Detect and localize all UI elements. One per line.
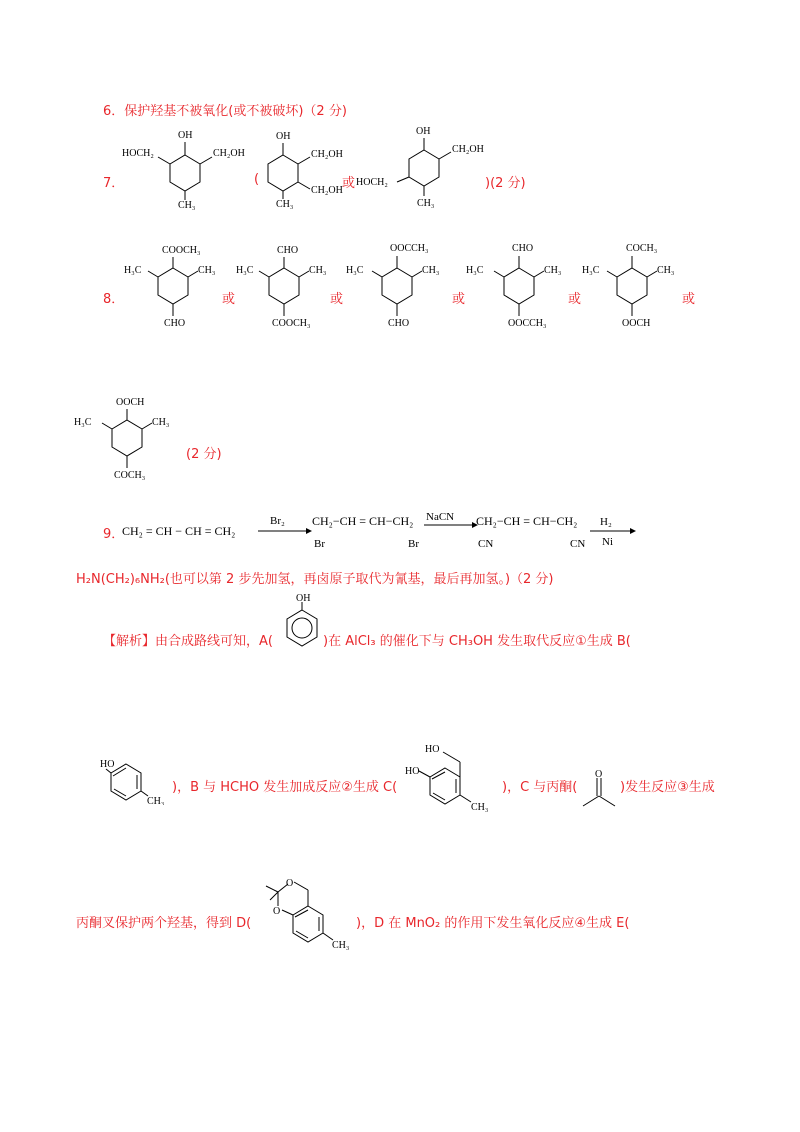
svg-text:O: O: [595, 769, 603, 780]
q6-line: [103, 100, 347, 119]
oh-label: OH: [416, 126, 431, 137]
cn-label-1: CN: [478, 538, 494, 550]
q8-or-2: 或: [330, 292, 344, 307]
ch2oh-label: CH₂OH: [213, 148, 245, 159]
analysis-line3-b: )，D 在 MnO₂ 的作用下发生氧化反应④生成 E(: [356, 916, 630, 931]
ch3-label: CH₃: [422, 265, 440, 276]
reagent-br2: Br₂: [270, 515, 285, 527]
compound-c-structure: [405, 738, 500, 813]
analysis-line2-b: )，C 与丙酮(: [502, 780, 578, 795]
cn-label-2: CN: [570, 538, 586, 550]
q8-score: (2 分): [186, 447, 222, 462]
q6-answer: 保护羟基不被氧化(或不被破坏)（2 分): [124, 104, 347, 119]
analysis-line1-a: 【解析】由合成路线可知，A(: [103, 634, 273, 649]
ch3-label: CH₃: [657, 265, 675, 276]
dibromo-formula: CH₂−CH = CH−CH₂: [312, 514, 414, 528]
q8-structure-4: [464, 236, 574, 336]
h3c-label: H₃C: [582, 265, 600, 276]
q7-or: 或: [342, 176, 356, 191]
q8-number: 8．: [103, 292, 125, 307]
analysis-line2-c: )发生反应③生成: [620, 780, 715, 795]
cooch3-label: COOCH₃: [272, 318, 311, 329]
ho-label: HO: [405, 766, 420, 777]
ho-label: HO: [100, 759, 115, 770]
ch3-label: CH₃: [309, 265, 327, 276]
analysis-line2-a: )，B 与 HCHO 发生加成反应②生成 C(: [172, 780, 398, 795]
q8-structure-2: [234, 240, 334, 335]
q7-close: )(2 分): [485, 176, 526, 191]
oocch-label: OOCH: [622, 318, 651, 329]
cooch3-label: COOCH₃: [162, 245, 201, 256]
ch3-label: CH₃: [417, 198, 435, 209]
ch3-label: CH₃: [152, 417, 170, 428]
q9-number: 9．: [103, 527, 125, 542]
q7-open-paren: (: [254, 172, 260, 187]
q8-or-4: 或: [568, 292, 582, 307]
br-label-1: Br: [314, 538, 325, 550]
q9-synthesis-route: [118, 505, 638, 555]
q8-structure-1: [118, 240, 228, 335]
compound-b-structure: [100, 755, 170, 805]
cho-label: CHO: [164, 318, 186, 329]
analysis-line3-a: 丙酮叉保护两个羟基，得到 D(: [76, 916, 252, 931]
ooccch3-label: OOCCH₃: [508, 318, 547, 329]
phenol-structure: [282, 592, 322, 652]
oh-label: OH: [178, 130, 193, 141]
oh-label: OH: [276, 131, 291, 142]
q8-or-1: 或: [222, 292, 236, 307]
svg-text:O: O: [273, 906, 281, 917]
oocch-label: OOCH: [116, 397, 145, 408]
ch3-label: CH₃: [332, 940, 350, 951]
ooccch3-label: OOCCH₃: [390, 243, 429, 254]
acetone-structure: [575, 768, 625, 818]
h3c-label: H₃C: [124, 265, 142, 276]
ch3-label: CH₃: [544, 265, 562, 276]
ch3-label: CH₃: [471, 802, 489, 813]
cho-label: CHO: [277, 245, 299, 256]
ch3-label: CH₃: [178, 200, 196, 210]
br-label-2: Br: [408, 538, 419, 550]
q8-or-3: 或: [452, 292, 466, 307]
q8-structure-5: [582, 236, 682, 336]
ho-label: HO: [425, 744, 440, 755]
hoch2-label: HOCH₂: [356, 177, 388, 188]
q7-structure-3: [354, 120, 494, 210]
oh-label: OH: [296, 593, 311, 604]
q7-structure-1: [120, 120, 250, 210]
ch2oh-label: CH₂OH: [452, 144, 484, 155]
reagent-h2: H₂: [600, 516, 612, 528]
h3c-label: H₃C: [74, 417, 92, 428]
hoch2-label: HOCH₂: [122, 148, 154, 159]
q8-structure-6: [72, 392, 182, 487]
analysis-line1-b: )在 AlCl₃ 的催化下与 CH₃OH 发生取代反应①生成 B(: [323, 634, 631, 649]
coch3-label: COCH₃: [114, 470, 146, 481]
h3c-label: H₃C: [346, 265, 364, 276]
ch2oh-label: CH₂OH: [311, 185, 343, 196]
h3c-label: H₃C: [236, 265, 254, 276]
reagent-nacn: NaCN: [426, 511, 455, 523]
cho-label: CHO: [512, 243, 534, 254]
ch3-label: CH₃: [147, 796, 165, 805]
q6-number: 6．: [103, 104, 125, 119]
svg-text:O: O: [286, 878, 294, 889]
q7-structure-2: [258, 125, 348, 210]
q8-structure-3: [342, 236, 452, 336]
q8-or-5: 或: [682, 292, 696, 307]
cho-label: CHO: [388, 318, 410, 329]
h3c-label: H₃C: [466, 265, 484, 276]
ch3-label: CH₃: [198, 265, 216, 276]
ch2oh-label: CH₂OH: [311, 149, 343, 160]
coch3-label: COCH₃: [626, 243, 658, 254]
dicyano-formula: CH₂−CH = CH−CH₂: [476, 514, 578, 528]
q9-answer: H₂N(CH₂)₆NH₂(也可以第 2 步先加氢，再卤原子取代为氰基，最后再加氢。)（2 分): [76, 572, 554, 587]
q7-number: 7．: [103, 176, 125, 191]
ch3-label: CH₃: [276, 199, 294, 210]
compound-d-structure: [258, 866, 353, 961]
reagent-ni: Ni: [602, 536, 613, 548]
butadiene-formula: CH₂ = CH − CH = CH₂: [122, 524, 236, 538]
